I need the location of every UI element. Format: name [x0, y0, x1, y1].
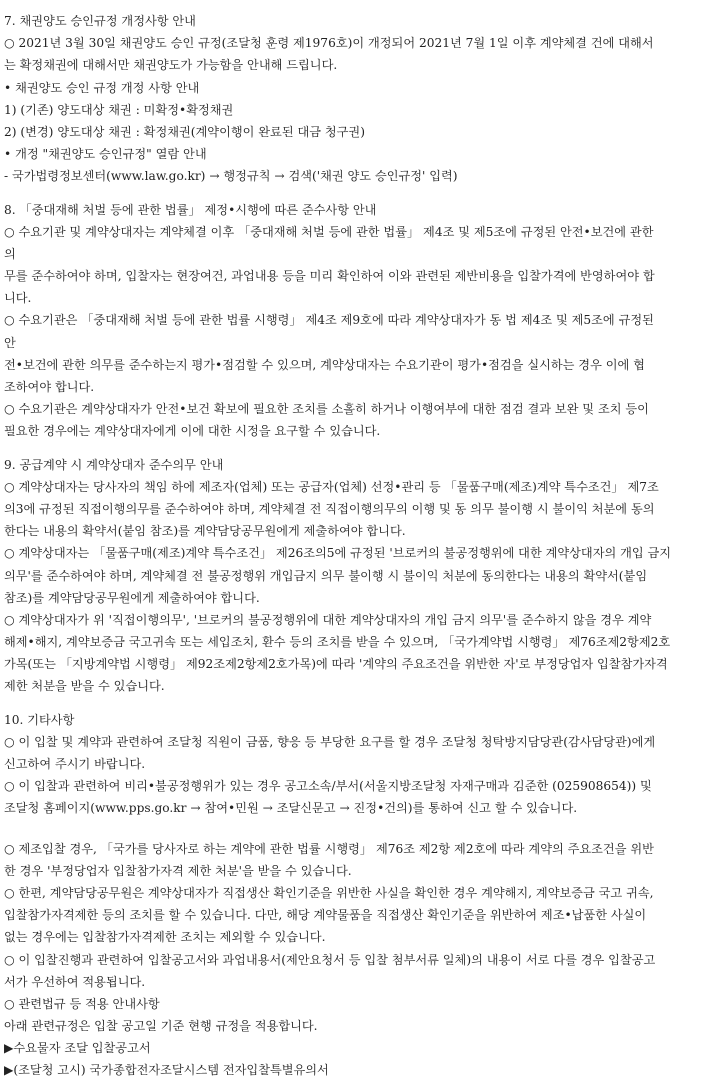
notice-line: 한 경우 '부정당업자 입찰참가자격 제한 처분'을 받을 수 있습니다. — [4, 863, 352, 878]
section-9-line: ○ 계약상대자는 당사자의 책임 하에 제조자(업체) 또는 공급자(업체) 선정•관리 등 「물품구매(제조)계약 특수조건」 제7조 — [4, 479, 659, 494]
section-8-line: 무를 준수하여야 하며, 입찰자는 현장여건, 과업내용 등을 미리 확인하여 이와 관련된 제반비용을 입찰가격에 반영하여야 합 — [4, 269, 655, 284]
section-10-pps-link-line[interactable]: 조달청 홈페이지(www.pps.go.kr → 참여•민원 → 조달신문고 → 진정•건의)를 통하여 신고 할 수 있습니다. — [4, 801, 578, 816]
section-7-line: • 채권양도 승인 규정 개정 사항 안내 — [4, 80, 200, 95]
spacer — [4, 188, 714, 199]
section-9-line: 제한 처분을 받을 수 있습니다. — [4, 679, 165, 694]
section-9-line: 한다는 내용의 확약서(붙임 참조)를 계약담당공무원에게 제출하여야 합니다. — [4, 524, 406, 539]
section-9 — [4, 454, 714, 698]
section-7-line: 2) (변경) 양도대상 채권 : 확정채권(계약이행이 완료된 대금 청구권) — [4, 124, 365, 139]
section-7 — [4, 10, 714, 188]
section-9-line: 의무'를 준수하여야 하며, 계약체결 전 불공정행위 개입금지 의무 불이행 시 불이익 처분에 동의한다는 내용의 확약서(붙임 — [4, 568, 648, 583]
related-regulation-item[interactable]: ▶수요물자 조달 입찰공고서 — [4, 1041, 151, 1056]
section-9-line: 의3에 규정된 직접이행의무를 준수하여야 하며, 계약체결 전 직접이행의무의 이행 및 동 의무 불이행 시 불이익 처분에 동의 — [4, 501, 655, 516]
section-9-line: ○ 계약상대자가 위 '직접이행의무', '브로커의 불공정행위에 대한 계약상대자의 개입 금지 의무'를 준수하지 않을 경우 계약 — [4, 612, 652, 627]
notice-line: ○ 한편, 계약담당공무원은 계약상대자가 직접생산 확인기준을 위반한 사실을 확인한 경우 계약해지, 계약보증금 국고 귀속, — [4, 885, 654, 900]
section-10-line: ○ 이 입찰 및 계약과 관련하여 조달청 직원이 금품, 향응 등 부당한 요구를 할 경우 조달청 청탁방지담당관(감사담당관)에게 — [4, 734, 656, 749]
section-8-line: 조하여야 합니다. — [4, 380, 95, 394]
section-additional-notices — [4, 838, 714, 1082]
section-7-line: ○ 2021년 3월 30일 채권양도 승인 규정(조달청 훈령 제1976호)이 개정되어 2021년 7월 1일 이후 계약체결 건에 대해서 — [4, 36, 654, 51]
section-10-line: 신고하여 주시기 바랍니다. — [4, 757, 146, 771]
section-7-line: • 개정 "채권양도 승인규정" 열람 안내 — [4, 147, 207, 162]
spacer — [4, 820, 714, 838]
section-8-line: 니다. — [4, 291, 32, 306]
section-10-heading: 10. 기타사항 — [4, 712, 75, 727]
section-8-line: ○ 수요기관은 「중대재해 처벌 등에 관한 법률 시행령」 제4조 제9호에 따라 계약상대자가 동 법 제4조 및 제5조에 규정된 — [4, 313, 654, 328]
notice-line: ○ 관련법규 등 적용 안내사항 — [4, 996, 160, 1011]
section-8-line: 안 — [4, 335, 16, 350]
section-7-heading: 7. 채권양도 승인규정 개정사항 안내 — [4, 14, 196, 28]
section-8-line: 전•보건에 관한 의무를 준수하는지 평가•점검할 수 있으며, 계약상대자는 수요기관이 평가•점검을 실시하는 경우 이에 협 — [4, 357, 645, 372]
notice-line: 입찰참가자격제한 등의 조치를 할 수 있습니다. 다만, 해당 계약물품을 직접생산 확인기준을 위반하여 제조•납품한 사실이 — [4, 908, 647, 923]
section-9-line: 참조)를 계약담당공무원에게 제출하여야 합니다. — [4, 590, 260, 605]
notice-line: 아래 관련규정은 입찰 공고일 기준 현행 규정을 적용합니다. — [4, 1019, 318, 1034]
related-regulation-item[interactable]: ▶(조달청 고시) 국가종합전자조달시스템 전자입찰특별유의서 — [4, 1063, 329, 1078]
section-7-line: 는 확정채권에 대해서만 채권양도가 가능함을 안내해 드립니다. — [4, 58, 338, 73]
section-10-line: ○ 이 입찰과 관련하여 비리•불공정행위가 있는 경우 공고소속/부서(서울지방조달청 자재구매과 김준한 (025908654)) 및 — [4, 779, 652, 794]
notice-line: 서가 우선하여 적용됩니다. — [4, 974, 146, 989]
notice-line: ○ 제조입찰 경우, 「국가를 당사자로 하는 계약에 관한 법률 시행령」 제76조 제2항 제2호에 따라 계약의 주요조건을 위반 — [4, 841, 654, 856]
section-9-line: 해제•해지, 계약보증금 국고귀속 또는 세입조치, 환수 등의 조치를 받을 수 있으며, 「국가계약법 시행령」 제76조제2항제2호 — [4, 635, 671, 650]
section-8 — [4, 199, 714, 443]
notice-line: 없는 경우에는 입찰참가자격제한 조치는 제외할 수 있습니다. — [4, 930, 326, 945]
section-10 — [4, 709, 714, 820]
section-9-heading: 9. 공급계약 시 계약상대자 준수의무 안내 — [4, 457, 224, 472]
notice-line: ○ 이 입찰진행과 관련하여 입찰공고서와 과업내용서(제안요청서 등 입찰 첨부서류 일체)의 내용이 서로 다를 경우 입찰공고 — [4, 952, 656, 967]
section-8-line: ○ 수요기관 및 계약상대자는 계약체결 이후 「중대재해 처벌 등에 관한 법률」 제4조 및 제5조에 규정된 안전•보건에 관한 — [4, 224, 654, 239]
section-7-law-link-line[interactable]: - 국가법령정보센터(www.law.go.kr) → 행정규칙 → 검색('채권 양도 승인규정' 입력) — [4, 169, 458, 184]
section-9-line: 가목(또는 「지방계약법 시행령」 제92조제2항제2호가목)에 따라 '계약의 주요조건을 위반한 자'로 부정당업자 입찰참가자격 — [4, 657, 668, 672]
spacer — [4, 698, 714, 709]
spacer — [4, 443, 714, 454]
section-8-line: ○ 수요기관은 계약상대자가 안전•보건 확보에 필요한 조치를 소홀히 하거나 이행여부에 대한 점검 결과 보완 및 조치 등이 — [4, 402, 649, 417]
section-8-line: 의 — [4, 246, 16, 261]
section-7-line: 1) (기존) 양도대상 채권 : 미확정•확정채권 — [4, 102, 234, 117]
section-9-line: ○ 계약상대자는 「물품구매(제조)계약 특수조건」 제26조의5에 규정된 '브로커의 불공정행위에 대한 계약상대자의 개입 금지 — [4, 546, 672, 561]
section-8-line: 필요한 경우에는 계약상대자에게 이에 대한 시정을 요구할 수 있습니다. — [4, 424, 381, 439]
section-8-heading: 8. 「중대재해 처벌 등에 관한 법률」 제정•시행에 따른 준수사항 안내 — [4, 202, 377, 217]
